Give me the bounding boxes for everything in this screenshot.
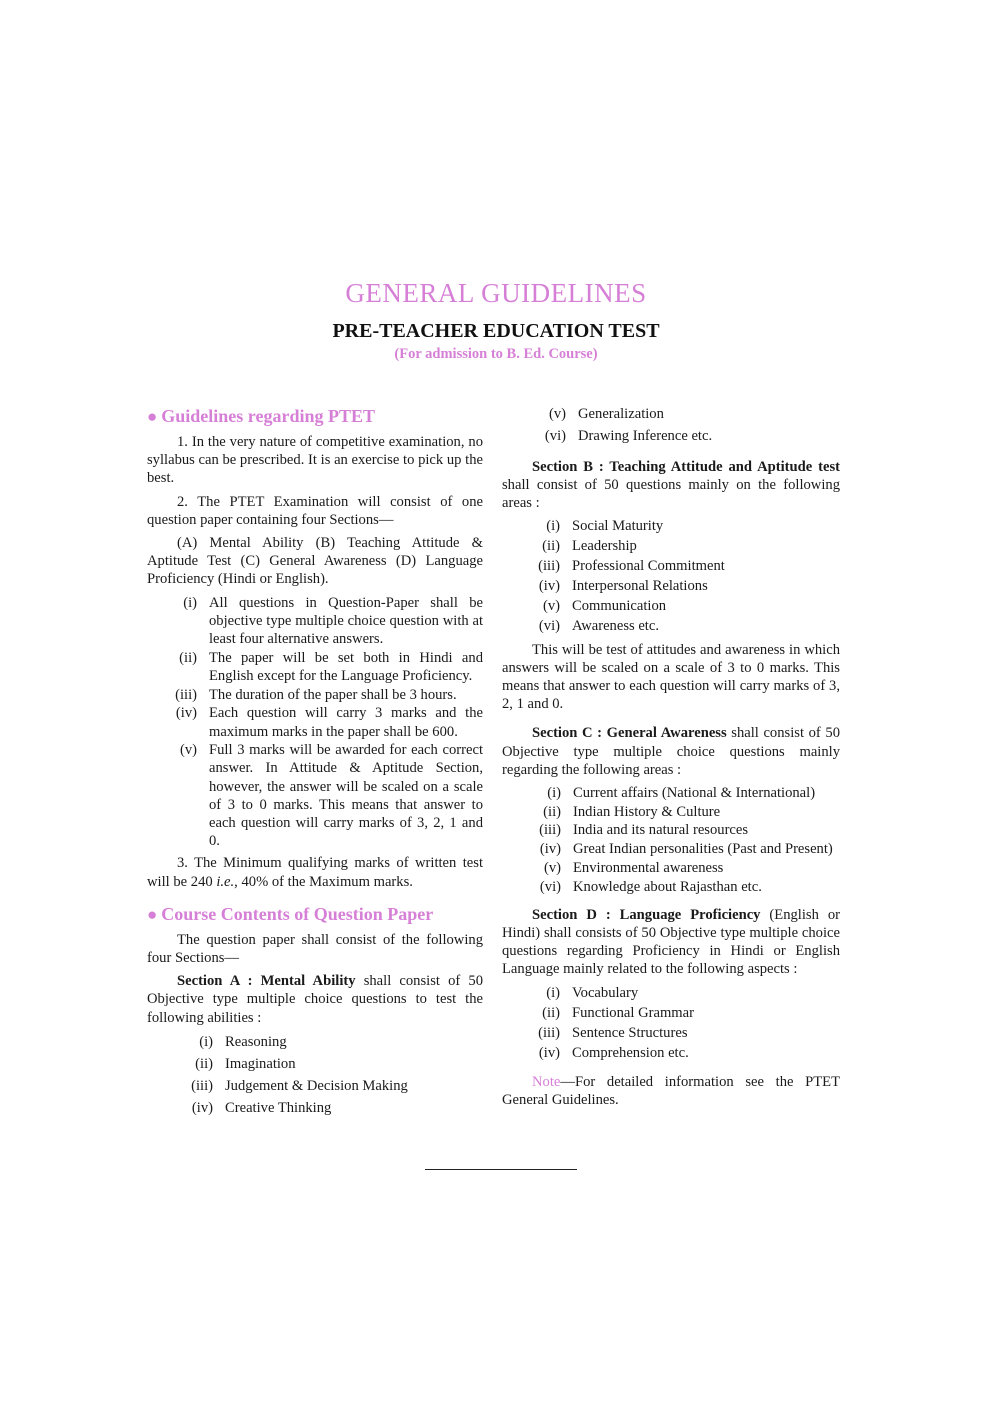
page-subtitle: PRE-TEACHER EDUCATION TEST: [332, 320, 660, 342]
admission-note: (For admission to B. Ed. Course): [394, 346, 598, 362]
section-b-note: This will be test of attitudes and awareness in which answers will be scaled on a scale of 3 to 0 marks. This means that answer to each question will carry marks of 3, 2, 1 and 0.: [502, 641, 840, 713]
list-item: (vi) Knowledge about Rajasthan etc.: [539, 878, 762, 895]
list-item: (v) Communication: [542, 598, 667, 615]
note-para: Note—For detailed information see the PTET General Guidelines.: [502, 1074, 840, 1109]
list-item: (i) Current affairs (National & International): [547, 785, 816, 802]
list-item: (iii) Professional Commitment: [538, 558, 725, 575]
list-item: (iv) Great Indian personalities (Past and Present): [539, 841, 833, 858]
list-item: (iii) India and its natural resources: [539, 822, 749, 839]
list-item: (ii) Indian History & Culture: [543, 803, 721, 820]
list-item: (ii) Leadership: [542, 538, 637, 555]
list-item: (i) Social Maturity: [546, 518, 664, 535]
list-item: (i) Reasoning: [199, 1033, 287, 1050]
course-heading: ● Course Contents of Question Paper: [147, 903, 434, 924]
para-1: 1. In the very nature of competitive examination, no syllabus can be prescribed. It is an exercise to pick up the best.: [147, 434, 483, 487]
para-3: (A) Mental Ability (B) Teaching Attitude & Aptitude Test (C) General Awareness (D) Language Proficiency (Hindi or English).: [147, 535, 483, 588]
list-item: (v) Generalization: [548, 406, 664, 422]
section-b-list: [502, 517, 840, 637]
list-item: (ii) The paper will be set both in Hindi and English except for the Language Proficiency.: [179, 649, 483, 684]
para-4: 3. The Minimum qualifying marks of written test will be 240 i.e., 40% of the Maximum marks.: [147, 855, 483, 890]
list-item: (iv) Interpersonal Relations: [538, 578, 708, 595]
section-d-list: [502, 984, 840, 1064]
end-rule: [425, 1169, 577, 1170]
list-item: (ii) Imagination: [195, 1055, 296, 1072]
list-item: (v) Full 3 marks will be awarded for each correct answer. In Attitude & Aptitude Section, however, the answer will be scaled on a scale of 3 to 0 marks. This means that answer to each question will carry marks of 3, 2, 1 and 0.: [179, 742, 483, 850]
left-column: [147, 404, 483, 1123]
list-item: (vi) Awareness etc.: [538, 618, 659, 635]
section-d-para: Section D : Language Proficiency (English or Hindi) shall consists of 50 Objective type multiple choice questions regarding Proficiency in Hindi or English Language mainly related to the following aspects :: [502, 906, 840, 978]
list-item: (iii) Judgement & Decision Making: [191, 1077, 408, 1094]
list-item: (i) Vocabulary: [546, 984, 639, 1001]
list-item: (ii) Functional Grammar: [542, 1004, 694, 1021]
course-intro: The question paper shall consist of the following four Sections—: [147, 931, 483, 967]
list-item: (i) All questions in Question-Paper shall be objective type multiple choice question with at least four alternative answers.: [183, 594, 483, 648]
list-item: (iv) Creative Thinking: [191, 1099, 332, 1116]
page-title: GENERAL GUIDELINES: [345, 278, 647, 308]
list-item: (iii) Sentence Structures: [538, 1024, 688, 1041]
para-2: 2. The PTET Examination will consist of one question paper containing four Sections—: [147, 493, 483, 528]
section-b-para: Section B : Teaching Attitude and Aptitude test shall consist of 50 questions mainly on the following areas :: [502, 458, 840, 511]
guidelines-heading: ● Guidelines regarding PTET: [147, 406, 375, 426]
list-item: (iv) Comprehension etc.: [538, 1044, 689, 1061]
bullet-icon: ●: [147, 904, 158, 924]
right-column: [502, 404, 840, 1114]
bullet-icon: ●: [147, 407, 158, 426]
section-c-para: Section C : General Awareness shall consist of 50 Objective type multiple choice questions mainly regarding the following areas :: [502, 725, 840, 778]
list-item: (iv) Each question will carry 3 marks and the maximum marks in the paper shall be 600.: [175, 705, 483, 740]
section-c-list: [502, 784, 840, 896]
list-item: (vi) Drawing Inference etc.: [544, 428, 713, 444]
list-item: (iii) The duration of the paper shall be 3 hours.: [175, 686, 457, 703]
list-item: (v) Environmental awareness: [543, 859, 724, 876]
section-a-list-cont: [502, 404, 840, 448]
section-a-list: [147, 1032, 483, 1120]
rules-list: [147, 594, 483, 851]
section-a-para: Section A : Mental Ability shall consist of 50 Objective type multiple choice questions to test the following abilities :: [147, 973, 484, 1026]
